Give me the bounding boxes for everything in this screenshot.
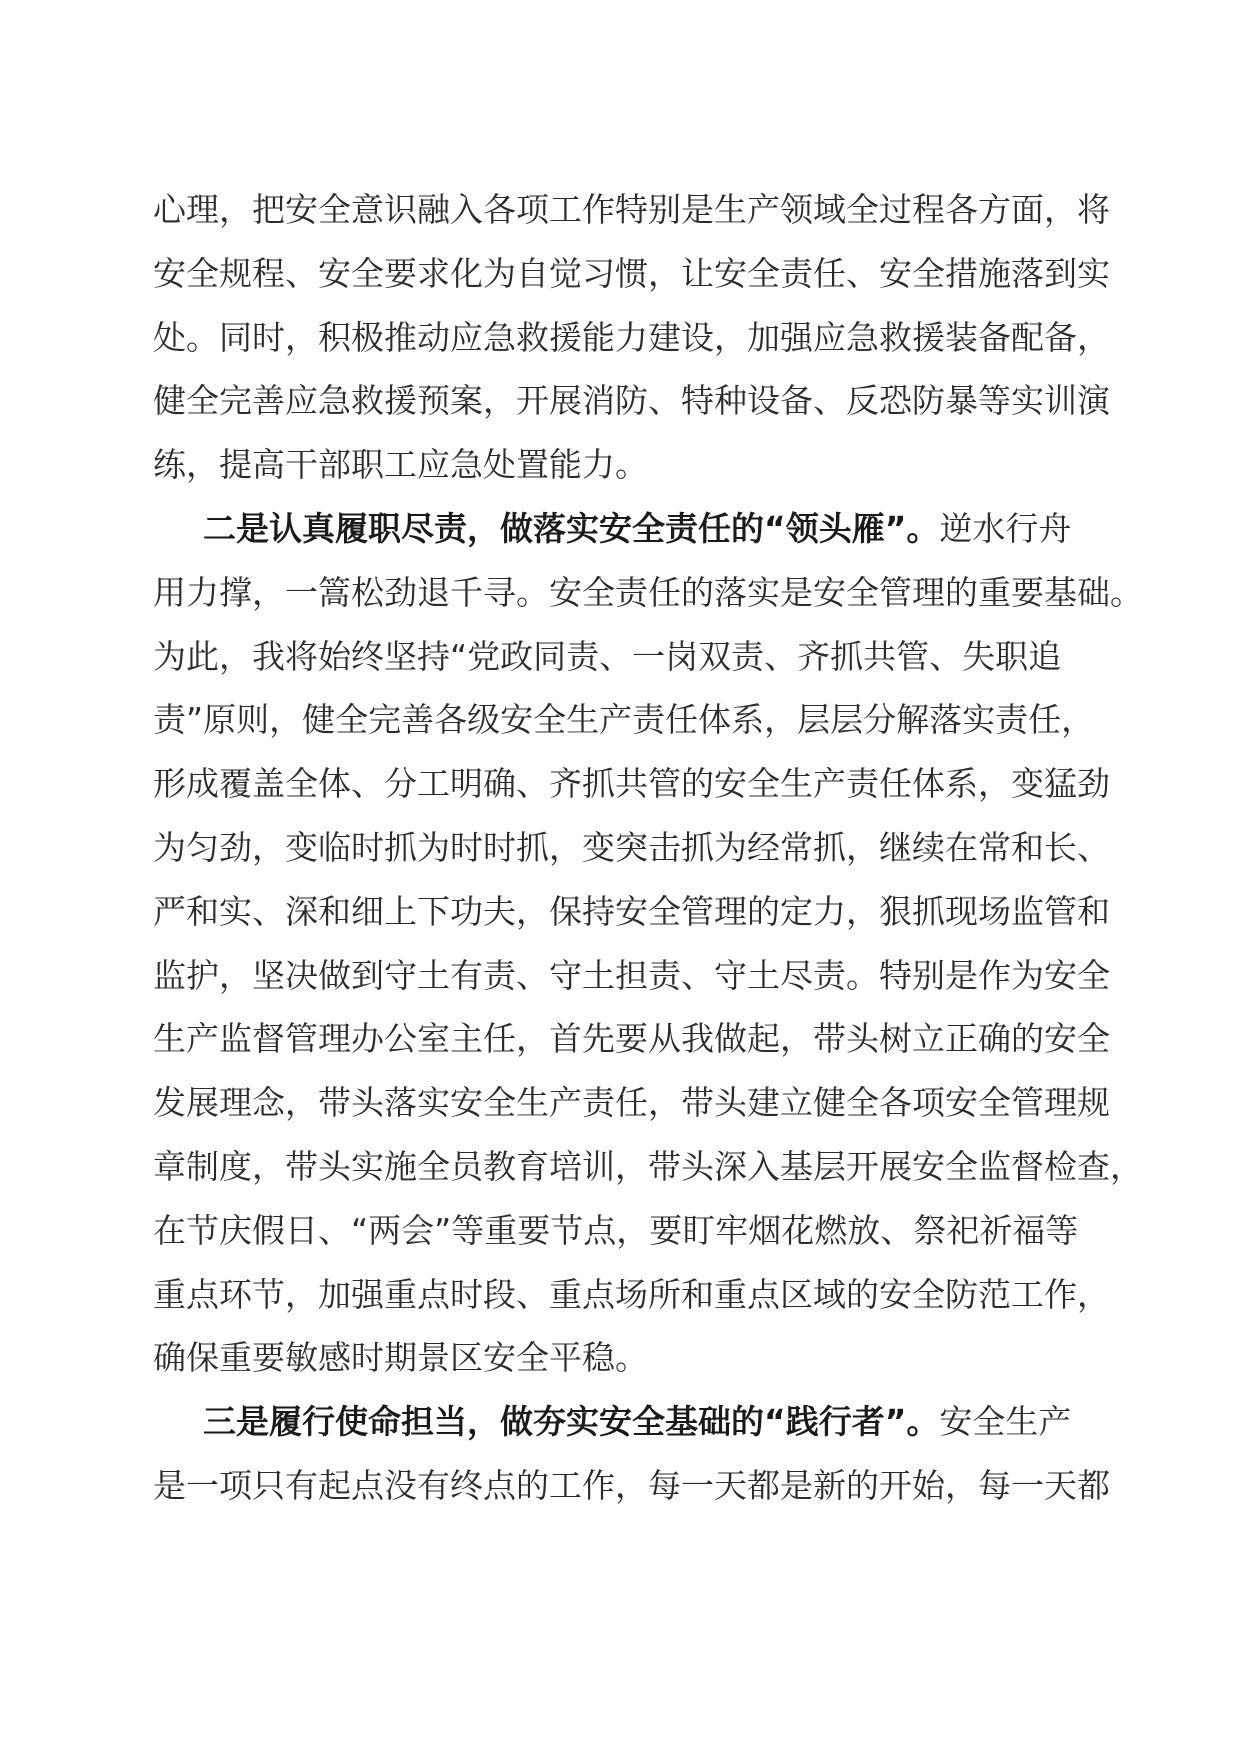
line-text: 练，提高干部职工应急处置能力。 — [153, 445, 648, 485]
section-heading-line — [153, 1399, 1093, 1444]
text-line — [153, 1272, 1110, 1317]
line-text: 安全规程、安全要求化为自觉习惯，让安全责任、安全措施落到实 — [153, 253, 1110, 293]
text-line — [153, 378, 1110, 423]
line-text: 发展理念，带头落实安全生产责任，带头建立健全各项安全管理规 — [153, 1083, 1110, 1123]
text-line — [153, 889, 1110, 934]
line-text: 监护，坚决做到守土有责、守土担责、守土尽责。特别是作为安全 — [153, 955, 1110, 995]
text-line — [153, 1335, 1093, 1380]
text-line — [153, 697, 1093, 742]
line-text: 为匀劲，变临时抓为时时抓，变突击抓为经常抓，继续在常和长、 — [153, 827, 1110, 867]
line-text: 严和实、深和细上下功夫，保持安全管理的定力，狠抓现场监管和 — [153, 891, 1110, 931]
text-line — [153, 570, 1143, 615]
line-text: 心理，把安全意识融入各项工作特别是生产领域全过程各方面，将 — [153, 190, 1110, 229]
text-line — [153, 634, 1093, 679]
section-heading-line — [153, 506, 1093, 551]
line-text: 生产监督管理办公室主任，首先要从我做起，带头树立正确的安全 — [153, 1019, 1110, 1059]
line-text: 章制度，带头实施全员教育培训，带头深入基层开展安全监督检查， — [153, 1146, 1143, 1186]
text-line — [153, 953, 1110, 998]
section-heading: 三是履行使命担当，做夯实安全基础的“践行者”。 — [203, 1402, 940, 1442]
line-text: 是一项只有起点没有终点的工作，每一天都是新的开始，每一天都 — [153, 1465, 1110, 1505]
document-body — [153, 187, 1143, 1527]
text-line — [153, 251, 1110, 296]
text-line — [153, 761, 1110, 806]
text-line — [153, 1208, 1093, 1253]
text-line — [153, 1080, 1110, 1125]
text-line — [153, 187, 1110, 232]
line-text: 逆水行舟 — [939, 508, 1072, 548]
line-text: 处。同时，积极推动应急救援能力建设，加强应急救援装备配备， — [153, 317, 1110, 357]
section-heading: 二是认真履职尽责，做落实安全责任的“领头雁”。 — [203, 508, 940, 548]
line-text: 确保重要敏感时期景区安全平稳。 — [153, 1338, 648, 1378]
line-text: 重点环节，加强重点时段、重点场所和重点区域的安全防范工作， — [153, 1274, 1110, 1314]
line-text: 责”原则，健全完善各级安全生产责任体系，层层分解落实责任， — [153, 700, 1095, 740]
line-text: 安全生产 — [939, 1402, 1072, 1442]
text-line — [153, 315, 1110, 360]
text-line — [153, 825, 1110, 870]
line-text: 为此，我将始终坚持“党政同责、一岗双责、齐抓共管、失职追 — [153, 636, 1062, 676]
text-line — [153, 442, 1093, 487]
line-text: 健全完善应急救援预案，开展消防、特种设备、反恐防暴等实训演 — [153, 381, 1110, 421]
text-line — [153, 1144, 1143, 1189]
line-text: 形成覆盖全体、分工明确、齐抓共管的安全生产责任体系，变猛劲 — [153, 764, 1110, 804]
line-text: 用力撑，一篙松劲退千寻。安全责任的落实是安全管理的重要基础。 — [153, 572, 1143, 612]
line-text: 在节庆假日、“两会”等重要节点，要盯牢烟花燃放、祭祀祈福等 — [153, 1210, 1079, 1250]
text-line — [153, 1463, 1110, 1508]
text-line — [153, 1016, 1110, 1061]
